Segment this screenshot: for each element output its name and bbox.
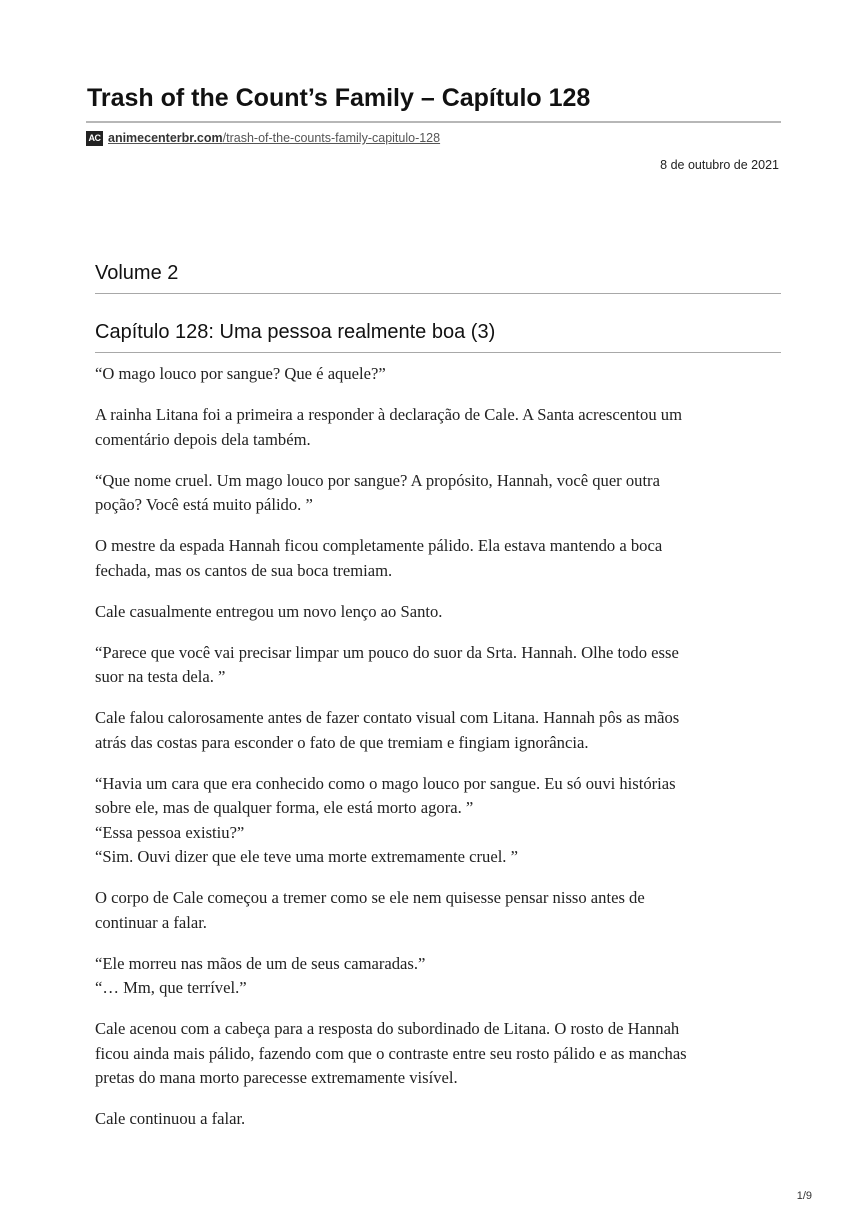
- paragraph-line: suor na testa dela. ”: [95, 667, 226, 686]
- paragraph-line: O mestre da espada Hannah ficou completamente pálido. Ela estava mantendo a boca: [95, 536, 663, 555]
- paragraph-line: “Essa pessoa existiu?”: [95, 822, 245, 842]
- paragraph-line: continuar a falar.: [95, 912, 207, 932]
- paragraph-line: fechada, mas os cantos de sua boca tremiam.: [95, 560, 393, 580]
- paragraph-line: “O mago louco por sangue? Que é aquele?”: [95, 364, 386, 383]
- paragraph-line: Cale acenou com a cabeça para a resposta do subordinado de Litana. O rosto de Hannah: [95, 1019, 680, 1038]
- paragraph-line: Cale falou calorosamente antes de fazer contato visual com Litana. Hannah pôs as mãos: [95, 708, 680, 727]
- paragraph-line: “… Mm, que terrível.”: [95, 978, 247, 997]
- paragraph-line: “Ele morreu nas mãos de um de seus camaradas.”: [95, 953, 426, 973]
- paragraph: [95, 600, 787, 625]
- paragraph: [95, 1017, 787, 1091]
- title-divider: [86, 121, 781, 123]
- paragraph-line: sobre ele, mas de qualquer forma, ele está morto agora. ”: [95, 798, 474, 817]
- volume-heading: Volume 2: [95, 262, 179, 284]
- paragraph-line: Cale casualmente entregou um novo lenço ao Santo.: [95, 601, 443, 621]
- source-line: [86, 129, 440, 147]
- source-path: /trash-of-the-counts-family-capitulo-128: [222, 131, 441, 145]
- paragraph-line: Cale continuou a falar.: [95, 1109, 246, 1128]
- paragraph: [95, 403, 787, 452]
- paragraph-line: comentário depois dela também.: [95, 429, 311, 449]
- paragraph-line: pretas do mana morto parecesse extremamente visível.: [95, 1068, 458, 1087]
- paragraph-line: “Havia um cara que era conhecido como o mago louco por sangue. Eu só ouvi histórias: [95, 773, 676, 793]
- paragraph: [95, 534, 787, 583]
- publish-date: 8 de outubro de 2021: [660, 158, 779, 172]
- paragraph: [95, 469, 787, 518]
- source-domain: animecenterbr.com: [108, 131, 223, 145]
- paragraph: [95, 772, 787, 870]
- paragraph-line: “Parece que você vai precisar limpar um pouco do suor da Srta. Hannah. Olhe todo esse: [95, 642, 679, 662]
- paragraph-line: ficou ainda mais pálido, fazendo com que o contraste entre seu rosto pálido e as manchas: [95, 1043, 687, 1063]
- chapter-divider: [95, 352, 781, 353]
- chapter-heading: Capítulo 128: Uma pessoa realmente boa (3): [95, 321, 496, 343]
- paragraph-line: “Que nome cruel. Um mago louco por sangue? A propósito, Hannah, você quer outra: [95, 470, 660, 490]
- paragraph: [95, 641, 787, 690]
- paragraph: [95, 706, 787, 755]
- paragraph: [95, 362, 787, 387]
- paragraph-line: O corpo de Cale começou a tremer como se ele nem quisesse pensar nisso antes de: [95, 888, 645, 907]
- chapter-body: [95, 362, 787, 1148]
- source-link[interactable]: [108, 131, 440, 145]
- paragraph: [95, 1107, 787, 1132]
- paragraph-line: “Sim. Ouvi dizer que ele teve uma morte extremamente cruel. ”: [95, 847, 518, 866]
- paragraph-line: poção? Você está muito pálido. ”: [95, 495, 313, 514]
- page-number: 1/9: [796, 1190, 812, 1202]
- volume-divider: [95, 293, 781, 294]
- site-logo-icon: AC: [86, 131, 103, 146]
- paragraph-line: A rainha Litana foi a primeira a responder à declaração de Cale. A Santa acrescentou um: [95, 405, 682, 424]
- paragraph-line: atrás das costas para esconder o fato de que tremiam e fingiam ignorância.: [95, 732, 589, 752]
- paragraph: [95, 952, 787, 1001]
- page-title: Trash of the Count’s Family – Capítulo 128: [87, 84, 591, 112]
- paragraph: [95, 886, 787, 935]
